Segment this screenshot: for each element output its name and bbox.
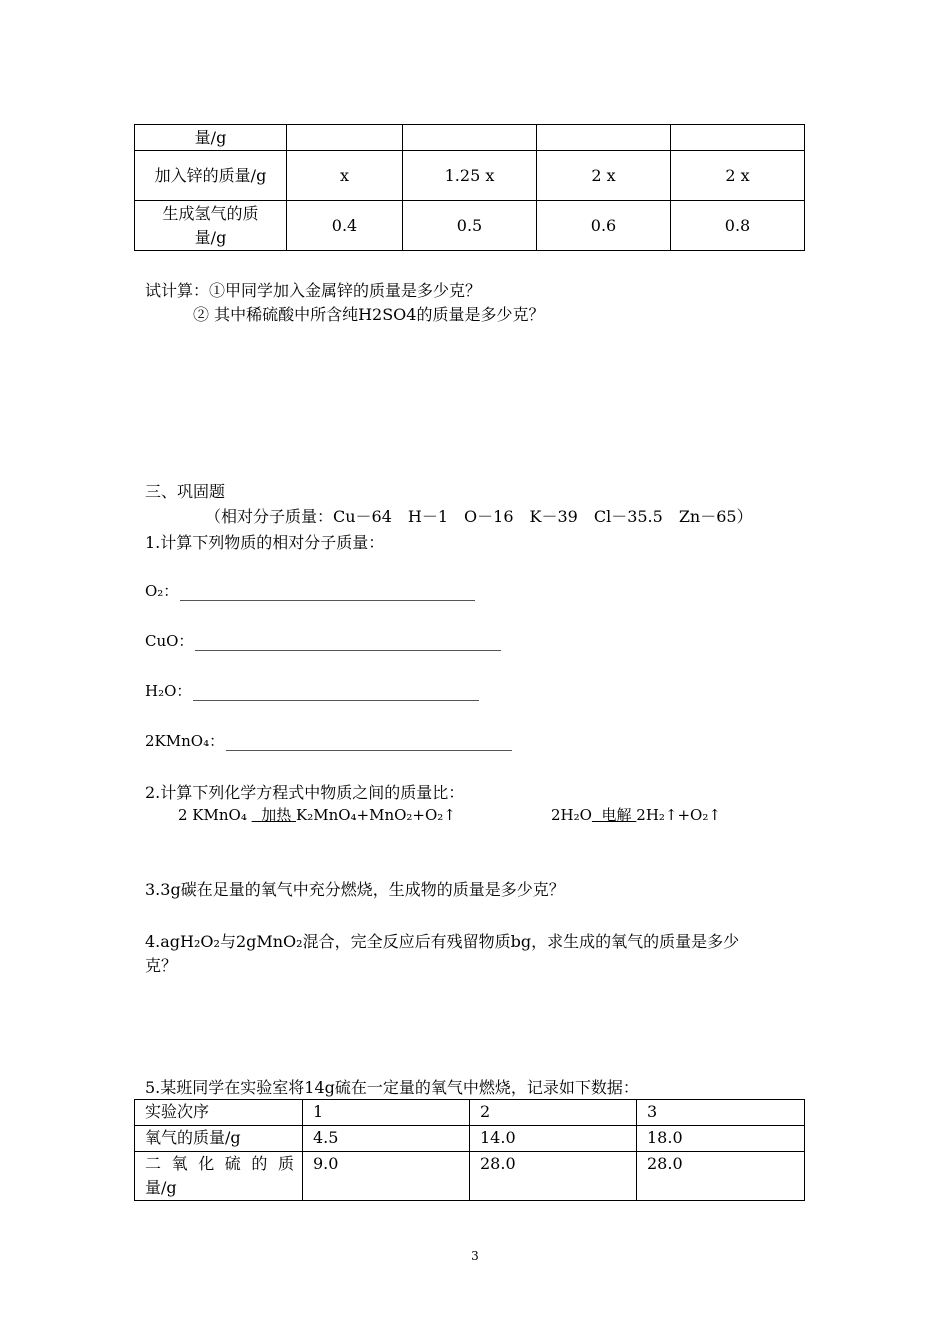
- blank-line[interactable]: [193, 682, 479, 701]
- calc-question-1: 试计算：①甲同学加入金属锌的质量是多少克？: [145, 281, 482, 300]
- section-title: 三、巩固题: [145, 482, 226, 501]
- row-label: 氧气的质量/g: [135, 1126, 303, 1152]
- answer-line-cuo: CuO：: [145, 630, 501, 651]
- cell: 0.6: [537, 201, 671, 251]
- cell: [287, 125, 403, 151]
- sulfur-combustion-table: [134, 1099, 805, 1201]
- table-row: [135, 1126, 805, 1152]
- row-label: 二氧化硫的质 量/g: [135, 1152, 303, 1201]
- cell: 2 x: [671, 151, 805, 201]
- cell: 1.25 x: [403, 151, 537, 201]
- row-label: 加入锌的质量/g: [135, 151, 287, 201]
- header-cell: 3: [637, 1100, 805, 1126]
- page-number: 3: [471, 1249, 479, 1263]
- table-row: [135, 125, 805, 151]
- table-header: [135, 1100, 805, 1126]
- cell: [537, 125, 671, 151]
- blank-line[interactable]: [195, 632, 501, 651]
- cell: x: [287, 151, 403, 201]
- blank-line[interactable]: [180, 582, 475, 601]
- cell: 14.0: [470, 1126, 637, 1152]
- cell: 2 x: [537, 151, 671, 201]
- blank-line[interactable]: [226, 732, 512, 751]
- relative-masses: （相对分子质量：Cu－64 H－1 O－16 K－39 Cl－35.5 Zn－65）: [205, 507, 753, 526]
- question-2: 2.计算下列化学方程式中物质之间的质量比：: [145, 783, 465, 802]
- cell: 0.8: [671, 201, 805, 251]
- question-4: 4.agH₂O₂与2gMnO₂混合，完全反应后有残留物质bg，求生成的氧气的质量是多少: [145, 932, 740, 951]
- cell: 9.0: [303, 1152, 470, 1201]
- cell: [403, 125, 537, 151]
- cell: 28.0: [637, 1152, 805, 1201]
- cell: 0.5: [403, 201, 537, 251]
- answer-line-2kmno4: 2KMnO₄：: [145, 730, 512, 751]
- table-row: [135, 1152, 805, 1201]
- question-3: 3.3g碳在足量的氧气中充分燃烧，生成物的质量是多少克？: [145, 880, 565, 899]
- zinc-hydrogen-table: [134, 124, 805, 251]
- row-label: 量/g: [135, 125, 287, 151]
- cell: [671, 125, 805, 151]
- cell: 4.5: [303, 1126, 470, 1152]
- header-cell: 2: [470, 1100, 637, 1126]
- cell: 28.0: [470, 1152, 637, 1201]
- answer-line-o2: O₂：: [145, 580, 475, 601]
- header-cell: 1: [303, 1100, 470, 1126]
- table-row: [135, 151, 805, 201]
- equation-2: 2H₂O 电解 2H₂↑+O₂↑: [551, 806, 721, 824]
- cell: 0.4: [287, 201, 403, 251]
- row-label: 生成氢气的质量/g: [135, 201, 287, 251]
- question-5: 5.某班同学在实验室将14g硫在一定量的氧气中燃烧，记录如下数据：: [145, 1078, 639, 1097]
- cell: 18.0: [637, 1126, 805, 1152]
- answer-line-h2o: H₂O：: [145, 680, 479, 701]
- question-4-cont: 克？: [145, 956, 178, 975]
- header-cell: 实验次序: [135, 1100, 303, 1126]
- calc-question-2: ② 其中稀硫酸中所含纯H2SO4的质量是多少克？: [193, 305, 545, 324]
- question-1: 1.计算下列物质的相对分子质量：: [145, 533, 385, 552]
- equation-1: 2 KMnO₄ 加热 K₂MnO₄+MnO₂+O₂↑: [178, 806, 456, 824]
- table-row: [135, 201, 805, 251]
